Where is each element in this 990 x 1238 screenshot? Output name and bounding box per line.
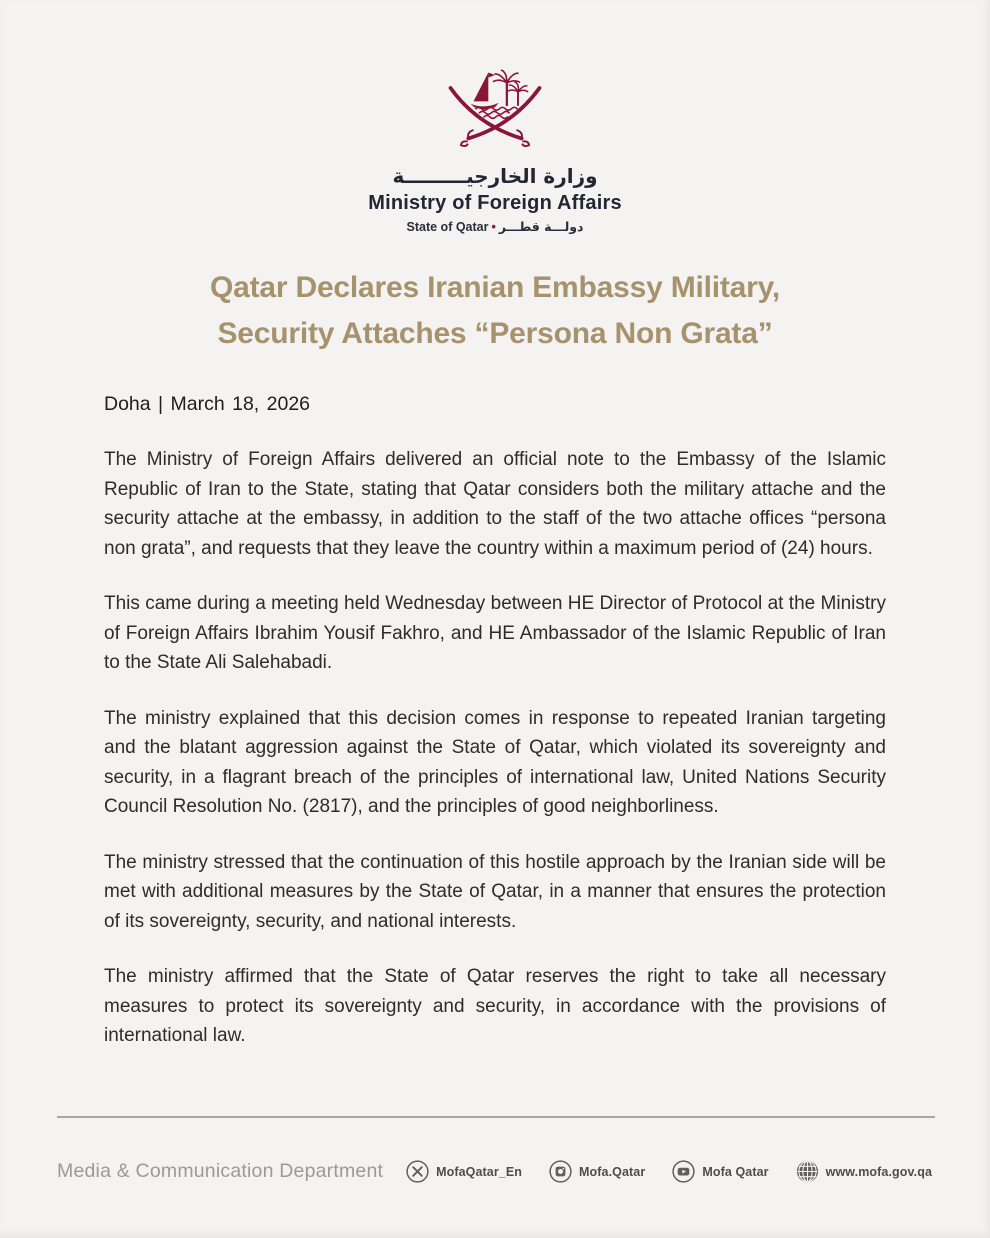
social-link-youtube[interactable] (672, 1160, 768, 1183)
footer-divider (57, 1116, 935, 1118)
social-link-website[interactable] (796, 1160, 932, 1183)
department-label: Media & Communication Department (57, 1160, 384, 1182)
ministry-name-english: Ministry of Foreign Affairs (368, 192, 622, 214)
statement-title-line2: Security Attaches “Persona Non Grata” (217, 317, 773, 350)
paragraph-4: The ministry stressed that the continuation of this hostile approach by the Iranian side will be met with additional measures by the State of Qatar, in a manner that ensures the protection of its sovereignty, security, and national interests. (104, 851, 886, 932)
footer (57, 1160, 932, 1183)
qatar-mofa-emblem-icon (443, 68, 547, 154)
website-url: www.mofa.gov.qa (825, 1164, 932, 1179)
paragraph-3: The ministry explained that this decision comes in response to repeated Iranian targeting and the blatant aggression against the State of Qatar, which violated its sovereignty and security, in a flagrant breach of the principles of international law, United Nations Security Council Resolution No. (2817), and the principles of good neighborliness. (104, 707, 886, 817)
state-of-qatar-line (0, 219, 990, 235)
social-handle-x: MofaQatar_En (436, 1164, 523, 1179)
social-link-instagram[interactable] (549, 1160, 645, 1183)
social-handle-instagram: Mofa.Qatar (579, 1164, 646, 1179)
paragraph-5: The ministry affirmed that the State of Qatar reserves the right to take all necessary measures to protect its sovereignty and security, in accordance with the provisions of international law. (104, 966, 886, 1046)
social-links (406, 1160, 932, 1183)
ministry-name-arabic: وزارة الخارجيـــــــــة (392, 164, 598, 188)
statement-title (0, 265, 990, 357)
youtube-icon (672, 1160, 695, 1183)
paragraph-1: The Ministry of Foreign Affairs delivered an official note to the Embassy of the Islamic Republic of Iran to the State, stating that Qatar considers both the military attache and the security attache at the embassy, in addition to the staff of the two attache offices “persona non grata”, and requests that they leave the country within a maximum period of (24) hours. (104, 449, 886, 559)
social-handle-youtube: Mofa Qatar (702, 1164, 769, 1179)
header (0, 0, 990, 235)
dateline: Doha | March 18, 2026 (104, 393, 311, 415)
x-twitter-icon (406, 1160, 429, 1183)
globe-icon (796, 1160, 819, 1183)
paragraph-2: This came during a meeting held Wednesday between HE Director of Protocol at the Ministry of Foreign Affairs Ibrahim Yousif Fakhro, and HE Ambassador of the Islamic Republic of Iran to the State Ali Salehabadi. (104, 593, 886, 673)
statement-body (104, 445, 886, 1051)
separator-bullet: • (491, 220, 496, 234)
state-of-qatar-english: State of Qatar (406, 220, 489, 234)
state-of-qatar-arabic: دولـــة قطـــر (498, 219, 584, 234)
statement-title-line1: Qatar Declares Iranian Embassy Military, (209, 271, 781, 304)
instagram-icon (549, 1160, 572, 1183)
social-link-x[interactable] (406, 1160, 522, 1183)
